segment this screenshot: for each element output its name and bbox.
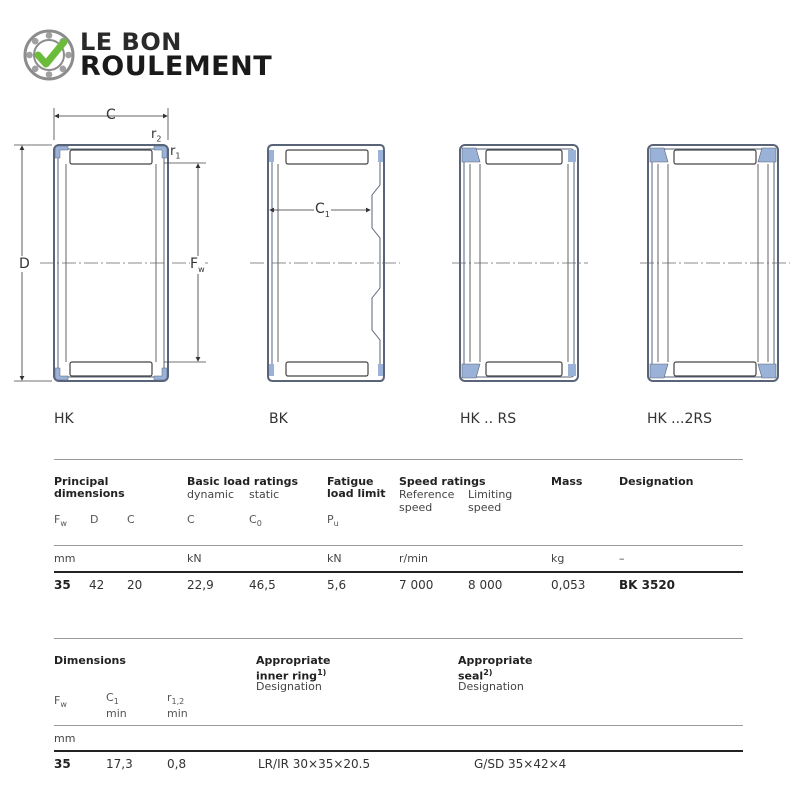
sym2-r12: $r_{1,2}$ min bbox=[167, 691, 188, 721]
sym2-c1: $C_1$ min bbox=[106, 691, 127, 721]
logo-line1: LE BON bbox=[80, 28, 182, 56]
table2-units-rule bbox=[54, 725, 743, 726]
sym-c: C bbox=[127, 513, 135, 526]
hdr-dynamic: dynamic bbox=[187, 488, 235, 501]
hdr-fatigue: Fatigue load limit bbox=[327, 475, 386, 500]
drawing-hk bbox=[14, 108, 210, 381]
cell2-r12: 0,8 bbox=[167, 757, 187, 771]
hdr-principal: Principal dimensions bbox=[54, 475, 125, 500]
bearing-check-icon bbox=[22, 28, 78, 84]
cell-limiting: 8 000 bbox=[468, 578, 503, 592]
dim-r1-label: $r_1$ bbox=[170, 144, 181, 161]
sym-c0: $C_0$ bbox=[249, 513, 262, 529]
logo-line2: ROULEMENT bbox=[80, 51, 273, 82]
cell2-inner-ring: LR/IR 30×35×20.5 bbox=[258, 757, 371, 771]
dim-c1-label: $C_1$ bbox=[315, 201, 330, 219]
drawing-hk-2rs bbox=[640, 145, 790, 381]
dim-d-label: D bbox=[19, 256, 30, 272]
cell2-c1: 17,3 bbox=[106, 757, 133, 771]
cell2-seal: G/SD 35×42×4 bbox=[474, 757, 567, 771]
cell-c: 20 bbox=[127, 578, 143, 592]
unit-mm: mm bbox=[54, 552, 76, 565]
table1-units-rule bbox=[54, 545, 743, 546]
hdr-inner-ring: Appropriate inner ring$^{1)}$ bbox=[256, 654, 331, 683]
table2-top-rule bbox=[54, 638, 743, 639]
cell-d: 42 bbox=[89, 578, 105, 592]
cell-fatigue: 5,6 bbox=[327, 578, 347, 592]
cell-dynamic: 22,9 bbox=[187, 578, 214, 592]
cell-fw: 35 bbox=[54, 578, 71, 592]
cell2-fw: 35 bbox=[54, 757, 71, 771]
hdr-limiting: Limiting speed bbox=[468, 488, 513, 514]
label-hk-rs: HK .. RS bbox=[460, 411, 517, 427]
label-hk-2rs: HK ...2RS bbox=[647, 411, 713, 427]
dim-fw-label: $F_w$ bbox=[190, 256, 205, 274]
dim-c-label: C bbox=[106, 107, 116, 123]
cell-reference: 7 000 bbox=[399, 578, 434, 592]
unit2-mm: mm bbox=[54, 732, 76, 745]
hdr-reference: Reference speed bbox=[399, 488, 455, 514]
bearing-drawings bbox=[0, 95, 800, 395]
dim-r2-label: $r_2$ bbox=[151, 127, 162, 144]
table1-data-rule bbox=[54, 571, 743, 573]
hdr-seal-designation: Designation bbox=[458, 680, 524, 693]
sym-fw: $F_w$ bbox=[54, 513, 67, 529]
sym-pu: $P_u$ bbox=[327, 513, 339, 529]
sym-d: D bbox=[90, 513, 99, 526]
sym2-fw: $F_w$ bbox=[54, 694, 67, 710]
hdr-seal: Appropriate seal$^{2)}$ bbox=[458, 654, 533, 683]
drawing-hk-rs bbox=[452, 145, 588, 381]
table1-top-rule bbox=[54, 459, 743, 460]
hdr-basic-load: Basic load ratings bbox=[187, 475, 299, 488]
hdr-speed: Speed ratings bbox=[399, 475, 486, 488]
hdr-inner-ring-designation: Designation bbox=[256, 680, 322, 693]
cell-mass: 0,053 bbox=[551, 578, 586, 592]
unit-kn-fatigue: kN bbox=[327, 552, 342, 565]
unit-kg: kg bbox=[551, 552, 565, 565]
cell-static: 46,5 bbox=[249, 578, 276, 592]
label-hk: HK bbox=[54, 411, 74, 427]
hdr-dimensions: Dimensions bbox=[54, 654, 126, 667]
hdr-mass: Mass bbox=[551, 475, 583, 488]
label-bk: BK bbox=[269, 411, 288, 427]
drawing-bk bbox=[250, 145, 400, 381]
unit-kn: kN bbox=[187, 552, 202, 565]
unit-rmin: r/min bbox=[399, 552, 428, 565]
sym-c-dynamic: C bbox=[187, 513, 195, 526]
cell-designation: BK 3520 bbox=[619, 578, 676, 592]
hdr-static: static bbox=[249, 488, 280, 501]
unit-designation: – bbox=[619, 552, 625, 565]
hdr-designation: Designation bbox=[619, 475, 694, 488]
table2-data-rule bbox=[54, 750, 743, 752]
